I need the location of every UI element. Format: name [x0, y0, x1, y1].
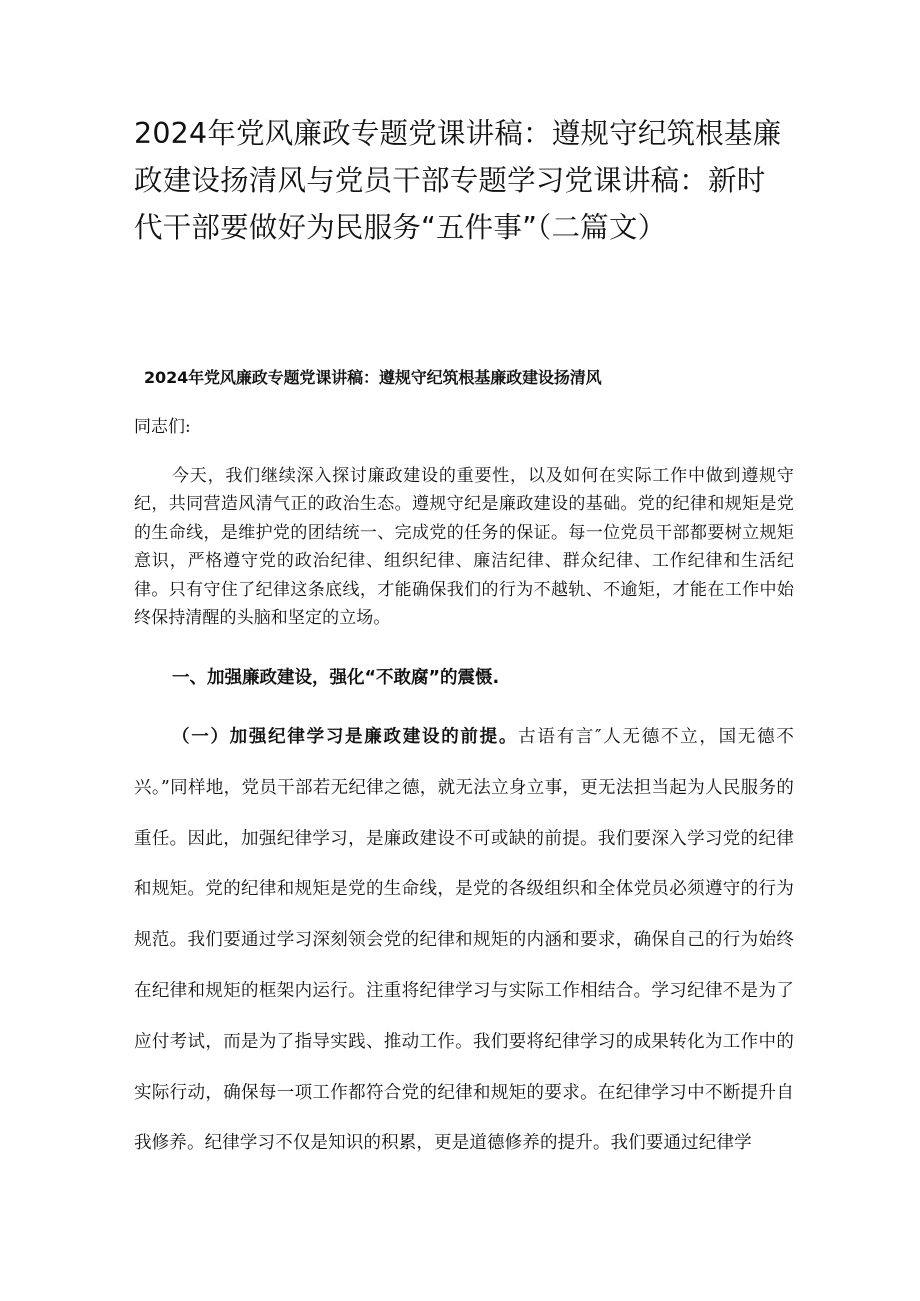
paragraph-lead-sentence: （一）加强纪律学习是廉政建设的前提。: [172, 727, 519, 747]
section-heading-1: 一、加强廉政建设，强化“不敢腐”的震慑.: [172, 668, 500, 688]
document-title: 2024年党风廉政专题党课讲稿：遵规守纪筑根基廉政建设扬清风与党员干部专题学习党课讲稿：新时代干部要做好为民服务“五件事”（二篇文）: [134, 117, 782, 244]
intro-paragraph: 今天，我们继续深入探讨廉政建设的重要性，以及如何在实际工作中做到遵规守纪，共同营造风清气正的政治生态。遵规守纪是廉政建设的基础。党的纪律和规矩是党的生命线，是维护党的团结统一、完成党的任务的保证。每一位党员干部都要树立规矩意识，严格遵守党的政治纪律、组织纪律、廉洁纪律、群众纪律、工作纪律和生活纪律。只有守住了纪律这条底线，才能确保我们的行为不越轨、不逾矩，才能在工作中始终保持清醒的头脑和坚定的立场。: [134, 466, 794, 629]
paragraph-body-text: 古语有言″人无德不立，国无德不兴。”同样地，党员干部若无纪律之德，就无法立身立事，更无法担当起为人民服务的重任。因此，加强纪律学习，是廉政建设不可或缺的前提。我们要深入学习党的纪律和规矩。党的纪律和规矩是党的生命线，是党的各级组织和全体党员必须遵守的行为规范。我们要通过学习深刻领会党的纪律和规矩的内涵和要求，确保自己的行为始终在纪律和规矩的框架内运行。注重将纪律学习与实际工作相结合。学习纪律不是为了应付考试，而是为了指导实践、推动工作。我们要将纪律学习的成果转化为工作中的实际行动，确保每一项工作都符合党的纪律和规矩的要求。在纪律学习中不断提升自我修养。纪律学习不仅是知识的积累，更是道德修养的提升。我们要通过纪律学: [134, 727, 794, 1154]
section-title: 2024年党风廉政专题党课讲稿：遵规守纪筑根基廉政建设扬清风: [144, 368, 602, 387]
salutation: 同志们:: [134, 417, 191, 437]
body-paragraph-1: [134, 712, 794, 1169]
